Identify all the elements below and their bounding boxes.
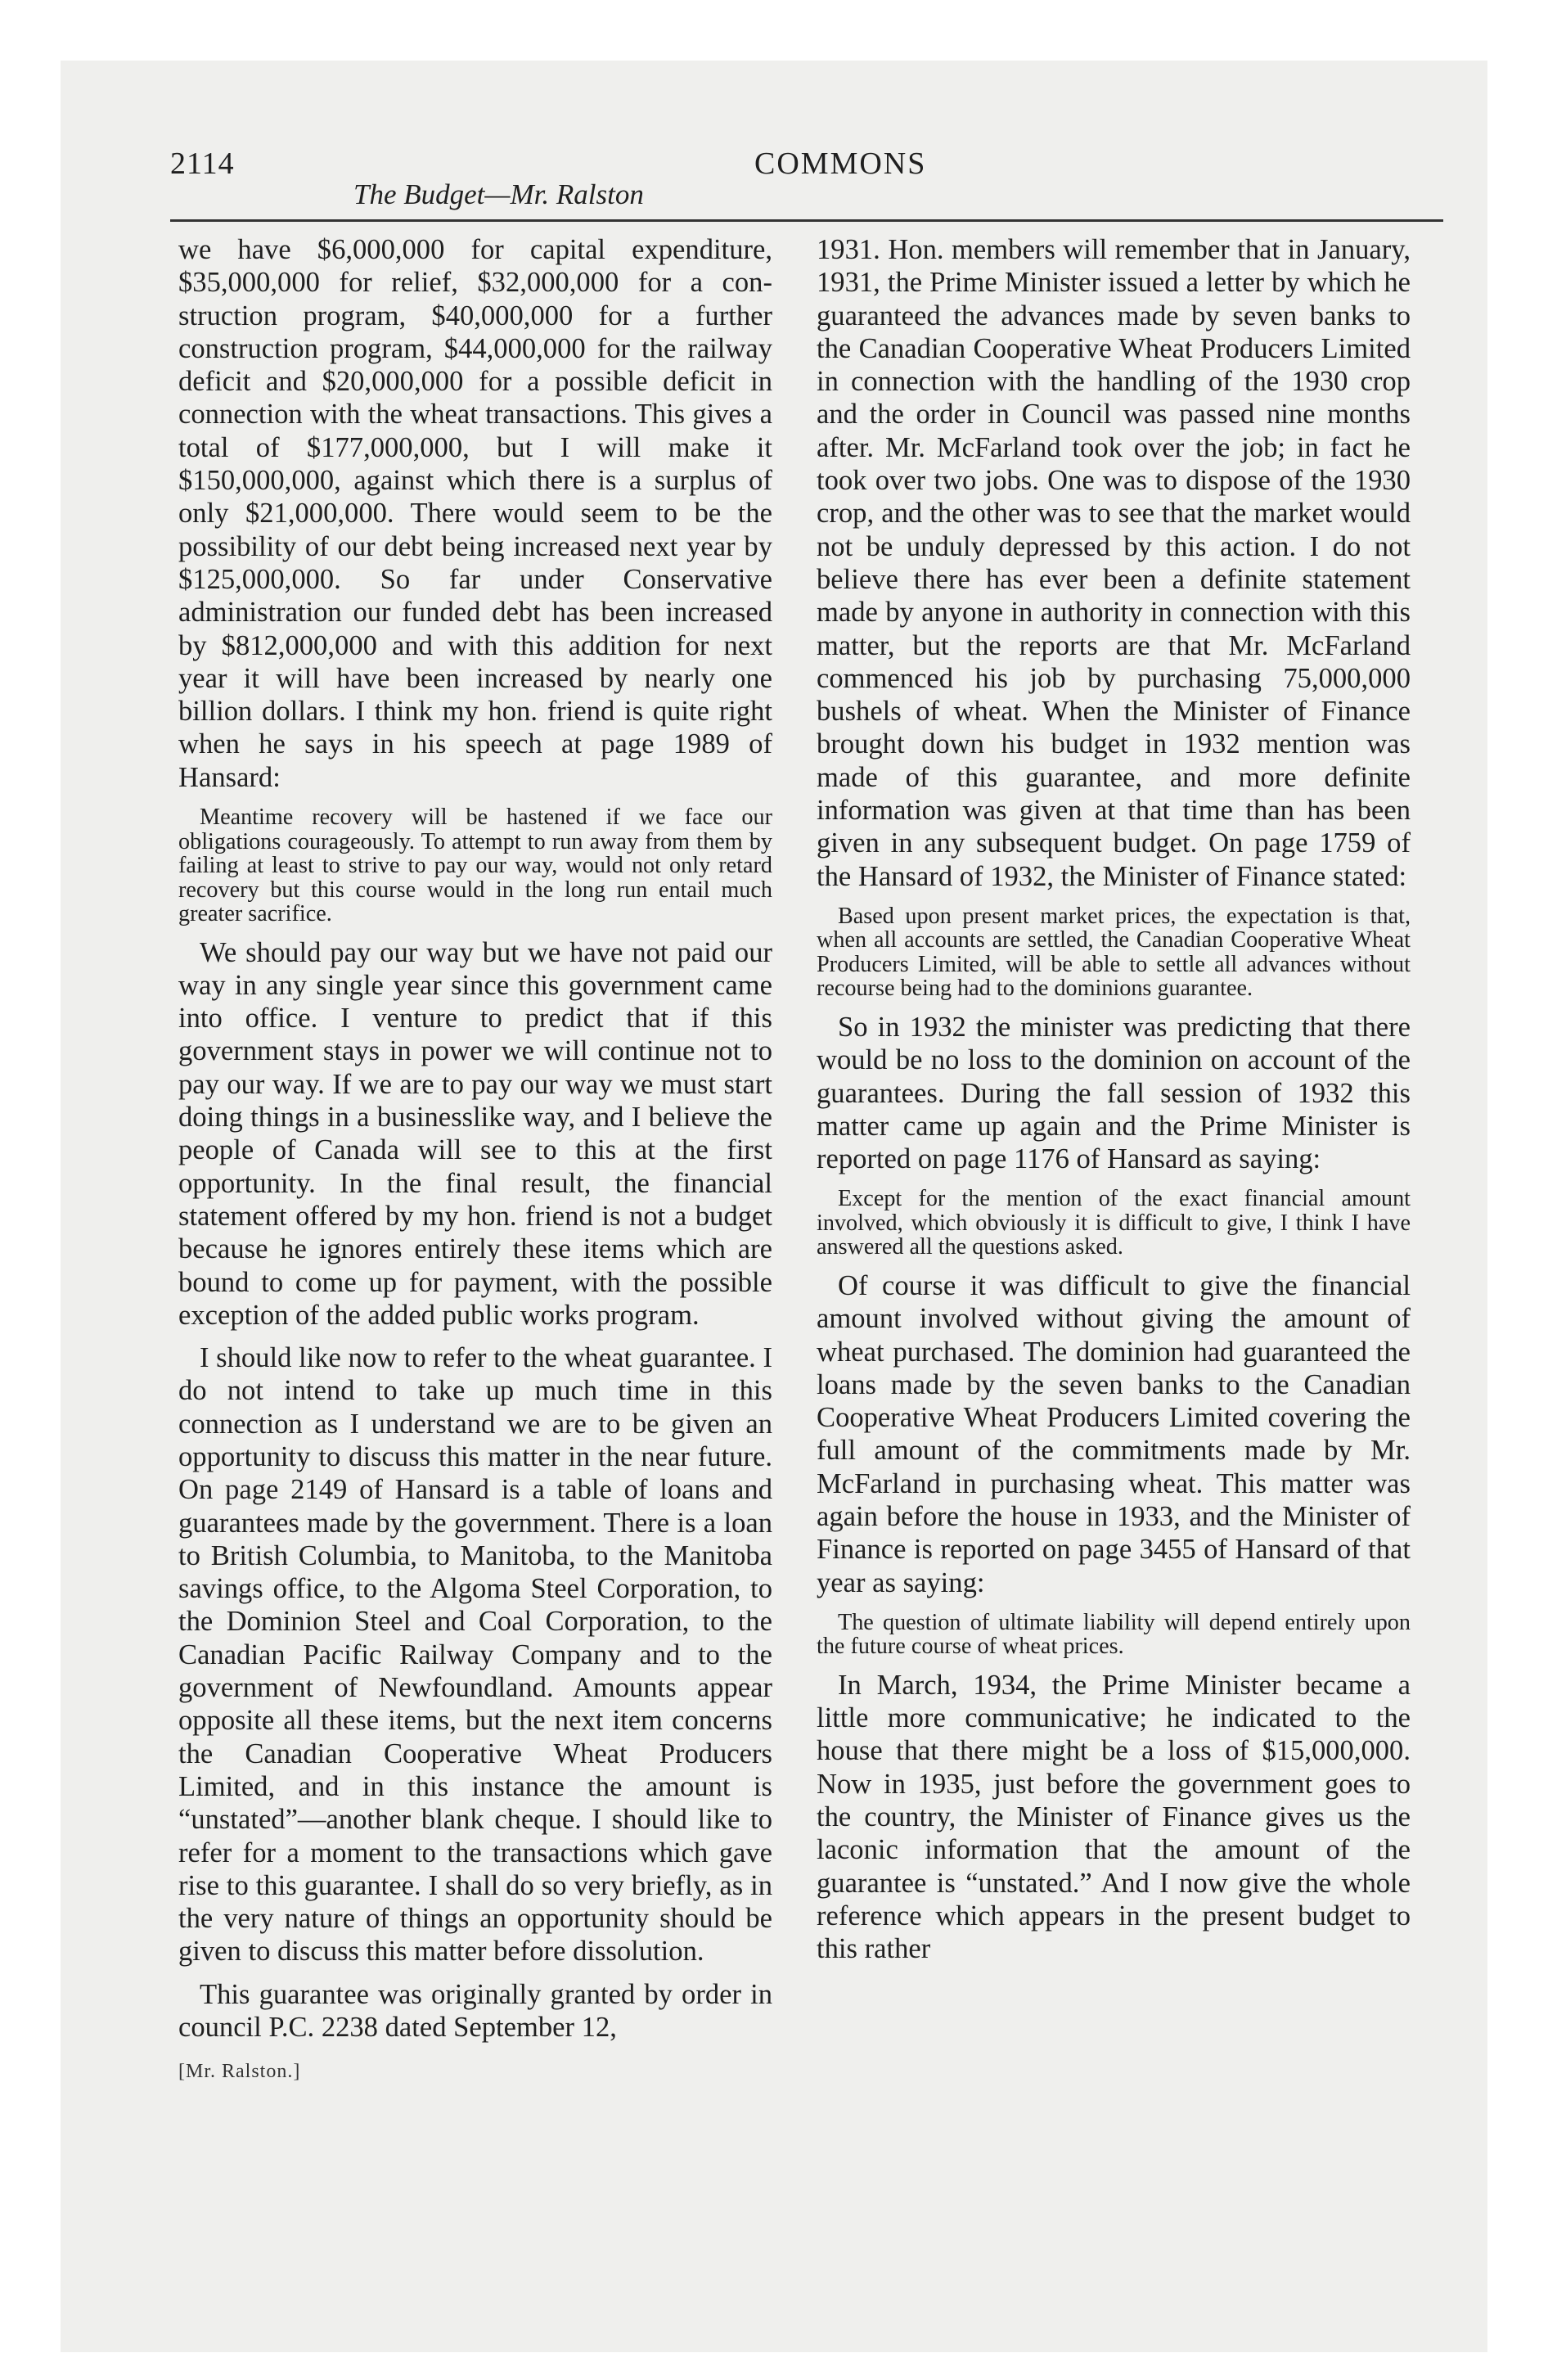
block-quote: The question of ultimate liability will depend entirely upon the future course of wheat prices.: [817, 1609, 1411, 1660]
block-quote: Except for the mention of the exact financial amount involved, which obviously it is difficult to give, I think I have answered all the questions asked.: [817, 1186, 1411, 1260]
block-quote: Meantime recovery will be hastened if we face our obligations courageously. To attempt to run away from them by failing at least to strive to pay our way, would not only retard recovery but this course would in the long run entail much greater sacrifice.: [178, 805, 772, 927]
block-quote: Based upon present market prices, the expectation is that, when all accounts are settled, the Canadian Cooperative Wheat Producers Limited, will be able to settle all advances without recourse being had to the dominions guarantee.: [817, 903, 1411, 1002]
paragraph: 1931. Hon. members will remember that in January, 1931, the Prime Minister issued a letter by which he guaranteed the advances made by seven banks to the Canadian Cooperative Wheat Producers Limited in connection with the handling of the 1930 crop and the order in Council was passed nine months after. Mr. McFarland took over the job; in fact he took over two jobs. One was to dispose of the 1930 crop, and the other was to see that the market would not be unduly depressed by this action. I do not believe there has ever been a definite statement made by anyone in authority in connection with this matter, but the reports are that Mr. McFarland commenced his job by purchasing 75,000,000 bushels of wheat. When the Minister of Finance brought down his budget in 1932 mention was made of this guarantee, and more definite information was given at that time than has been given in any subsequent budget. On page 1759 of the Hansard of 1932, the Minister of Finance stated:: [817, 234, 1411, 892]
running-title: The Budget—Mr. Ralston: [353, 178, 644, 210]
header-rule: [170, 219, 1443, 222]
page-number: 2114: [170, 146, 235, 181]
left-column: [178, 233, 772, 2089]
speaker-attribution: [Mr. Ralston.]: [178, 2061, 301, 2083]
paragraph: This guarantee was originally granted by order in council P.C. 2238 dated September 12,: [178, 1978, 772, 2044]
paragraph: We should pay our way but we have not paid our way in any single year since this government came into office. I venture to predict that if this government stays in power we will continue not to pay our way. If we are to pay our way we must start doing things in a businesslike way, and I believe the people of Canada will see to this at the first opportunity. In the final result, the financial statement offered by my hon. friend is not a budget because he ignores entirely these items which are bound to come up for payment, with the possible exception of the added public works program.: [178, 936, 772, 1331]
paragraph: So in 1932 the minister was predicting that there would be no loss to the dominion on account of the guarantees. During the fall session of 1932 this matter came up again and the Prime Minister is reported on page 1176 of Hansard as saying:: [817, 1011, 1411, 1175]
right-column: [817, 233, 1411, 1966]
page-header: [108, 146, 1440, 211]
paragraph: I should like now to refer to the wheat guarantee. I do not intend to take up much time in this connection as I understand we are to be given an opportunity to discuss this matter in the near future. On page 2149 of Hansard is a table of loans and guarantees made by the government. There is a loan to British Columbia, to Manitoba, to the Manitoba savings office, to the Algoma Steel Corporation, to the Dominion Steel and Coal Corporation, to the Canadian Pacific Railway Company and to the government of Newfoundland. Amounts appear opposite all these items, but the next item concerns the Canadian Cooperative Wheat Producers Limited, and in this instance the amount is “unstated”—another blank cheque. I should like to refer for a moment to the transactions which gave rise to this guarantee. I shall do so very briefly, as in the very nature of things an opportunity should be given to discuss this matter before dissolution.: [178, 1342, 772, 1968]
paragraph: Of course it was difficult to give the financial amount involved without giving the amount of wheat purchased. The dominion had guaranteed the loans made by the seven banks to the Canadian Cooperative Wheat Producers Limited covering the full amount of the commitments made by Mr. McFarland in purchasing wheat. This matter was again before the house in 1933, and the Minister of Finance is reported on page 3455 of Hansard of that year as saying:: [817, 1269, 1411, 1598]
paragraph: In March, 1934, the Prime Minister became a little more communicative; he indicated to the house that there might be a loss of $15,000,000. Now in 1935, just before the government goes to the country, the Minister of Finance gives us the laconic information that the amount of the guarantee is “unstated.” And I now give the whole reference which appears in the present budget to this rather: [817, 1669, 1411, 1965]
paragraph: we have $6,000,000 for capital expenditure, $35,000,000 for relief, $32,000,000 for a construction program, $40,000,000 for a further construction program, $44,000,000 for the railway deficit and $20,000,000 for a possible deficit in connection with the wheat transactions. This gives a total of $177,000,000, but I will make it $150,000,000, against which there is a surplus of only $21,000,000. There would seem to be the possibility of our debt being increased next year by $125,000,000. So far under Conservative administration our funded debt has been increased by $812,000,000 and with this addition for next year it will have been increased by nearly one billion dollars. I think my hon. friend is quite right when he says in his speech at page 1989 of Hansard:: [178, 234, 772, 793]
section-title: COMMONS: [754, 146, 927, 181]
